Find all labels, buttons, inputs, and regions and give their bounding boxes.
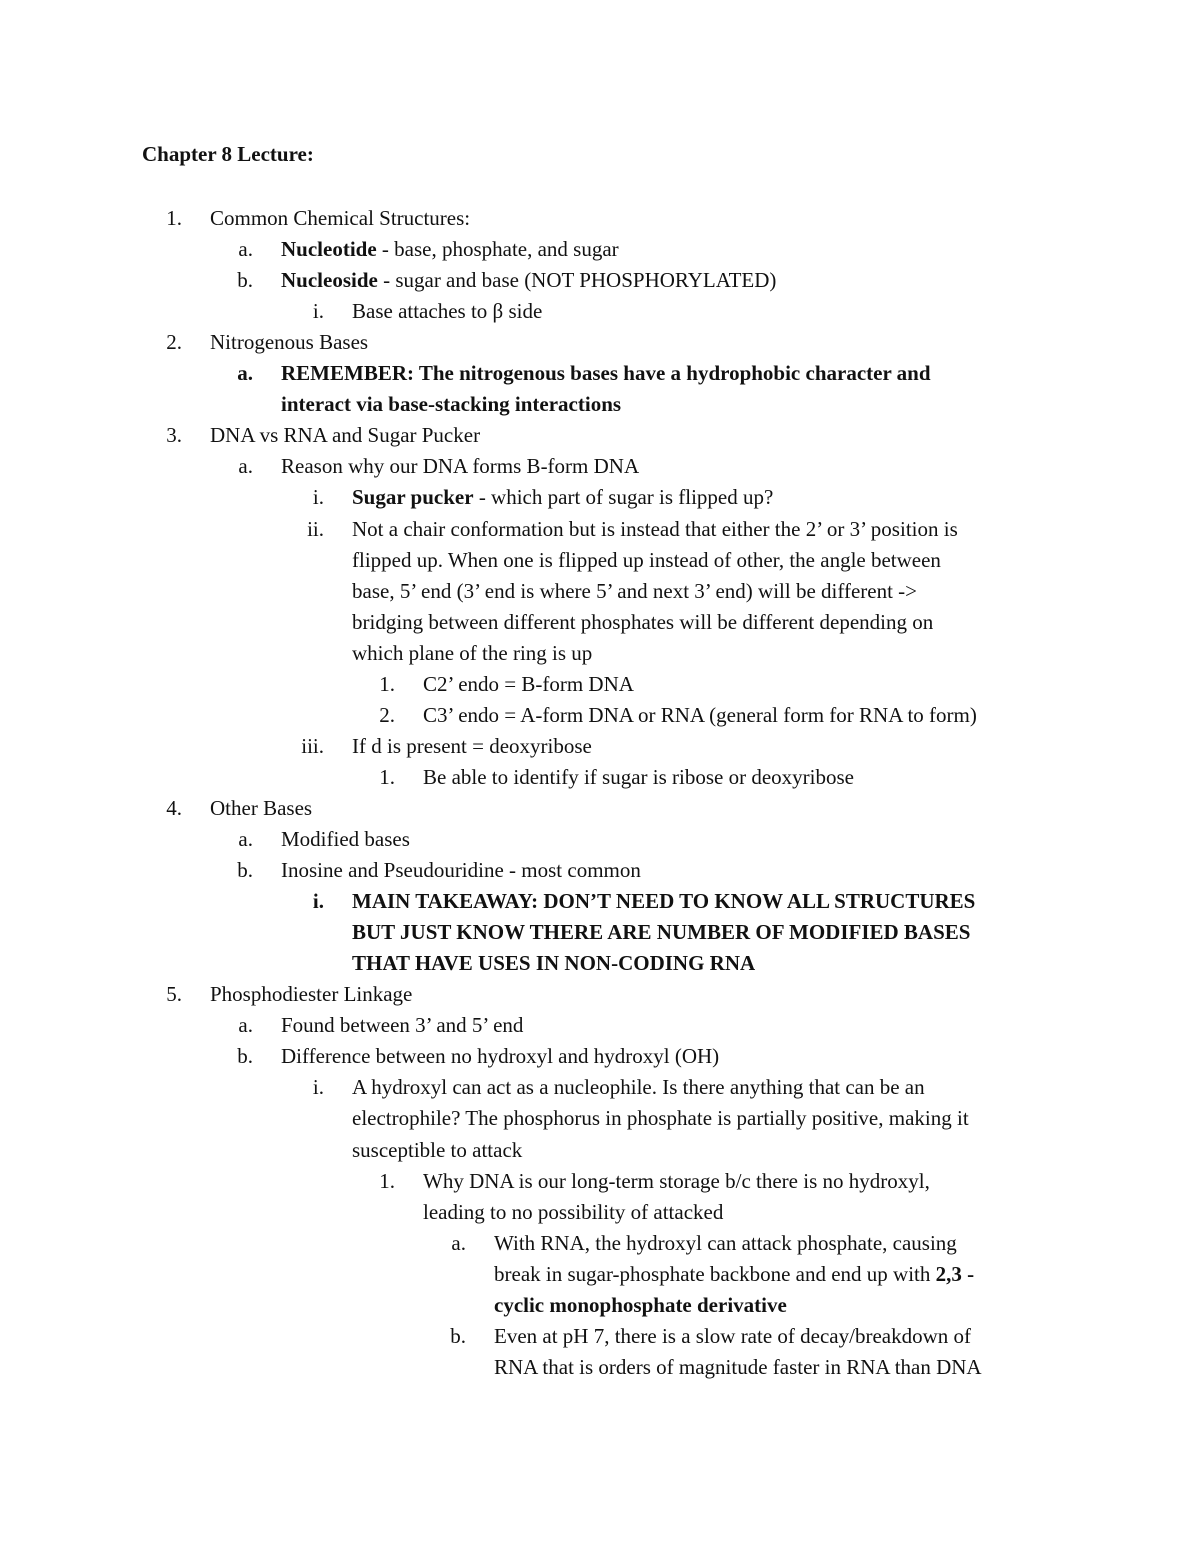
outline-line [450,1321,971,1352]
bold-text: Nucleotide [281,237,377,261]
outline-line [494,1352,982,1383]
outline-line [379,1166,930,1197]
list-marker: b. [450,1324,466,1348]
outline-line [312,1072,925,1103]
outline-line [307,514,958,545]
text: base, 5’ end (3’ end is where 5’ and next 3’ end) will be different -> [352,579,918,603]
list-marker: a. [238,827,253,851]
text: Reason why our DNA forms B-form DNA [281,454,640,478]
list-marker: b. [237,1044,253,1068]
list-marker: i. [312,299,324,323]
outline-line [379,669,634,700]
outline-line [379,762,854,793]
list-marker: ii. [307,517,324,541]
bold-text: Sugar pucker [352,485,474,509]
list-marker: 4. [166,796,182,820]
text: C3’ endo = A-form DNA or RNA (general form for RNA to form) [423,703,977,727]
bold-text: cyclic monophosphate derivative [494,1293,787,1317]
outline-line [352,1135,522,1166]
outline-line [166,420,481,451]
outline-line [237,1041,720,1072]
list-marker: a. [238,1013,253,1037]
outline-line [238,1010,524,1041]
outline-line [352,948,755,979]
text: If d is present = deoxyribose [352,734,592,758]
text: Why DNA is our long-term storage b/c there is no hydroxyl, [423,1169,930,1193]
text: leading to no possibility of attacked [423,1200,724,1224]
outline-line [237,265,777,296]
list-marker: 2. [379,703,395,727]
outline-line [312,296,543,327]
bold-text: interact via base-stacking interactions [281,392,622,416]
outline-line [312,886,976,917]
outline-line [494,1290,787,1321]
text: - which part of sugar is flipped up? [473,485,774,509]
outline-line [352,607,933,638]
list-marker: 3. [166,423,182,447]
text: Even at pH 7, there is a slow rate of decay/breakdown of [494,1324,971,1348]
bold-text: Nucleoside [281,268,378,292]
outline-line [166,793,313,824]
text: DNA vs RNA and Sugar Pucker [210,423,481,447]
text: - sugar and base (NOT PHOSPHORYLATED) [377,268,777,292]
outline-line [423,1197,723,1228]
outline-line [379,700,977,731]
text: flipped up. When one is flipped up instead of other, the angle between [352,548,941,572]
text: Nitrogenous Bases [210,330,369,354]
outline-line [237,358,931,389]
text: With RNA, the hydroxyl can attack phosphate, causing [494,1231,957,1255]
outline-line [494,1259,974,1290]
outline-line [238,824,410,855]
bold-text: 2,3 - [935,1262,975,1286]
text: Inosine and Pseudouridine - most common [281,858,641,882]
outline-line [238,451,640,482]
outline-line [352,638,592,669]
text: susceptible to attack [352,1138,523,1162]
list-marker: iii. [301,734,324,758]
text: bridging between different phosphates will be different depending on [352,610,934,634]
list-marker: 5. [166,982,182,1006]
text: RNA that is orders of magnitude faster in RNA than DNA [494,1355,982,1379]
bold-text: MAIN TAKEAWAY: DON’T NEED TO KNOW ALL STRUCTURES [352,889,976,913]
list-marker: a. [238,454,253,478]
list-marker: 1. [379,765,395,789]
list-marker: b. [237,858,253,882]
bold-text: THAT HAVE USES IN NON-CODING RNA [352,951,756,975]
bold-text: BUT JUST KNOW THERE ARE NUMBER OF MODIFIED BASES [352,920,971,944]
text: Base attaches to β side [352,299,543,323]
outline-line [237,855,641,886]
bold-text: REMEMBER: The nitrogenous bases have a hydrophobic character and [281,361,931,385]
text: C2’ endo = B-form DNA [423,672,634,696]
outline-line [301,731,592,762]
list-marker: a. [237,361,253,385]
list-marker: 1. [379,1169,395,1193]
list-marker: i. [312,889,324,913]
text: Modified bases [281,827,410,851]
outline-line [352,545,941,576]
text: Difference between no hydroxyl and hydroxyl (OH) [281,1044,720,1068]
list-marker: b. [237,268,253,292]
list-marker: a. [238,237,253,261]
text: Be able to identify if sugar is ribose or deoxyribose [423,765,854,789]
text: Other Bases [210,796,313,820]
list-marker: i. [312,485,324,509]
outline-line [281,389,621,420]
text: A hydroxyl can act as a nucleophile. Is there anything that can be an [352,1075,925,1099]
list-marker: 2. [166,330,182,354]
outline-line [166,327,369,358]
text: Not a chair conformation but is instead that either the 2’ or 3’ position is [352,517,958,541]
outline-line [166,203,471,234]
text: Found between 3’ and 5’ end [281,1013,524,1037]
outline-line [312,482,774,513]
text: which plane of the ring is up [352,641,593,665]
outline-line [352,917,970,948]
list-marker: 1. [379,672,395,696]
text: Phosphodiester Linkage [210,982,413,1006]
text: electrophile? The phosphorus in phosphate is partially positive, making it [352,1106,969,1130]
text: Common Chemical Structures: [210,206,471,230]
outline-line [352,576,917,607]
list-marker: i. [312,1075,324,1099]
list-marker: 1. [166,206,182,230]
list-marker: a. [451,1231,466,1255]
outline-line [352,1103,969,1134]
text: - base, phosphate, and sugar [376,237,619,261]
text: break in sugar-phosphate backbone and end up with [494,1262,936,1286]
outline-line [238,234,619,265]
outline-line [166,979,413,1010]
page-title: Chapter 8 Lecture: [142,142,314,166]
outline-line [451,1228,957,1259]
